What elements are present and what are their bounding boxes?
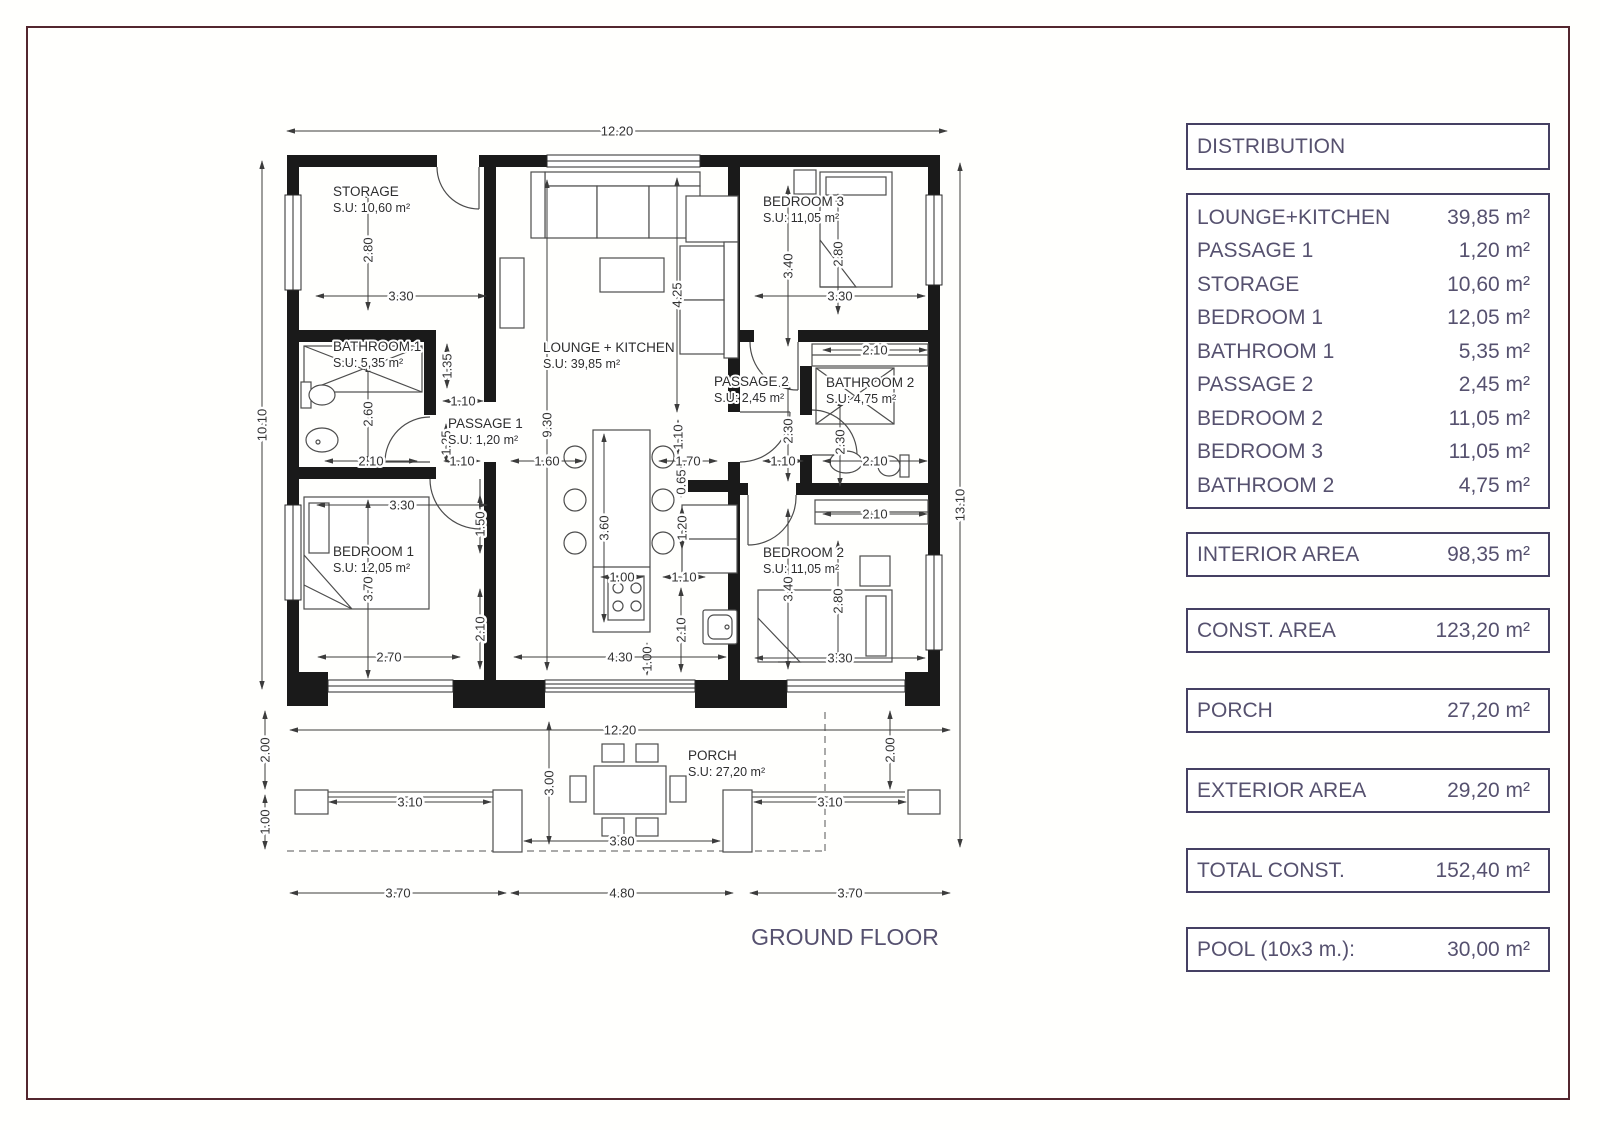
room-name: LOUNGE + KITCHEN [543,340,675,355]
dimension-label: 2.10 [358,453,384,469]
room-label [714,374,789,405]
distribution-row-label: STORAGE [1197,272,1300,296]
room-area: S.U: 10,60 m² [333,201,411,215]
dimension-label: 4.30 [607,649,633,665]
room-name: PASSAGE 2 [714,374,789,389]
dimension-label: 2.60 [360,401,376,427]
room-area: S.U: 11,05 m² [763,562,840,576]
dimension-label: 2.70 [376,649,402,665]
dimension [640,643,655,675]
room-label [763,545,844,576]
dimension-label: 3.10 [817,794,843,810]
distribution-row [1188,369,1548,403]
summary-label: PORCH [1197,698,1273,722]
sofa [531,172,700,238]
dimension [361,364,376,464]
porch-pillar [493,790,522,852]
dimension-label: 3.00 [541,770,557,796]
distribution-row-value: 2,45 m² [1458,373,1530,397]
dimension-label: 1.00 [609,569,635,585]
summary-label: CONST. AREA [1197,618,1336,642]
dimension [671,420,686,454]
room-area: S.U: 4,75 m² [826,392,897,406]
distribution-row [1188,302,1548,336]
dimension [258,711,273,789]
room-name: BEDROOM 1 [333,544,415,559]
dimension-label: 1.25 [438,430,454,456]
distribution-row-value: 10,60 m² [1447,272,1530,296]
dimension-label: 10.10 [254,408,270,442]
dimension-label: 1.10 [770,453,796,469]
window-bedroom3 [926,195,942,285]
dimension-label: 1.10 [670,424,686,450]
distribution-row-value: 1,20 m² [1458,239,1530,263]
dimension [258,795,273,849]
room-name: PORCH [688,748,737,763]
dimension [511,454,583,469]
room-label [333,184,410,215]
distribution-row-label: BATHROOM 1 [1197,339,1335,363]
distribution-row-label: BEDROOM 1 [1197,306,1324,330]
dimension [287,124,947,139]
dimension [524,834,720,849]
summary-box [1186,532,1550,577]
distribution-row-label: PASSAGE 2 [1197,373,1314,397]
door-bedroom2 [748,495,796,545]
dimension [755,289,925,304]
dimension [659,454,717,469]
dimension [514,650,726,665]
dimension-label: 2.10 [862,506,888,522]
dimension-label: 2.10 [862,342,888,358]
dimension [763,454,803,469]
distribution-row [1188,268,1548,302]
room-label [688,748,765,779]
distribution-row [1188,469,1548,503]
summary-box [1186,927,1550,972]
summary-value: 29,20 m² [1447,778,1530,802]
dimension-label: 3.30 [827,650,853,666]
dimension [316,289,486,304]
room-label [448,416,523,447]
room-label [333,339,421,370]
dimension-label: 3.40 [780,576,796,602]
summary-label: TOTAL CONST. [1197,858,1345,882]
dimension-label: 2.80 [830,241,846,267]
distribution-row-label: BEDROOM 3 [1197,440,1324,464]
bed-bedroom3 [794,170,892,287]
room-name: BEDROOM 2 [763,545,845,560]
dimension [443,394,483,409]
dimension-label: 12.20 [600,123,634,139]
dimension-label: 1.35 [439,353,455,379]
dimension-label: 0.65 [673,469,689,495]
dimension-label: 4.80 [609,885,635,901]
dimension [318,650,460,665]
room-area: S.U: 27,20 m² [688,765,766,779]
room-name: BATHROOM 2 [826,375,915,390]
dimension-label: 2.30 [780,418,796,444]
dimension [444,454,480,469]
dimension-label: 3.60 [596,515,612,541]
window-bedroom1-bottom [328,680,453,692]
porch-pillar [723,790,752,852]
room-name: BEDROOM 3 [763,194,845,209]
distribution-row-value: 11,05 m² [1448,406,1530,430]
dimension-label: 3.30 [389,497,415,513]
dimension-label: 3.10 [397,794,423,810]
room-name: PASSAGE 1 [448,416,523,431]
dimension-label: 3.30 [388,288,414,304]
summary-value: 98,35 m² [1447,542,1530,566]
sideboard [500,258,524,328]
toilet-icon [309,385,335,405]
door-storage [437,167,479,209]
distribution-row-label: BEDROOM 2 [1197,406,1324,430]
dimension-label: 3.70 [385,885,411,901]
dimension [750,886,950,901]
distribution-row-value: 4,75 m² [1458,473,1530,497]
sliding-door-porch [545,680,695,692]
porch-pillar [295,790,328,814]
distribution-row-label: LOUNGE+KITCHEN [1197,205,1391,229]
dimension-label: 1.10 [671,569,697,585]
summary-box [1186,768,1550,813]
room-area: S.U: 39,85 m² [543,357,621,371]
dimension-label: 1.00 [257,809,273,835]
kitchen-counter [682,505,737,573]
dimension [325,454,417,469]
dimension-label: 13.10 [952,488,968,522]
dimension [883,711,898,789]
kitchen-sink [703,610,737,644]
dimension-label: 2.10 [862,453,888,469]
distribution-row [1188,235,1548,269]
summary-box [1186,688,1550,733]
dimension-label: 3.30 [827,288,853,304]
sink-icon [306,428,338,452]
dimension [255,161,270,689]
dimension-label: 2.80 [360,237,376,263]
dimension [290,723,950,738]
corner-sofa [680,196,738,358]
summary-label: INTERIOR AREA [1197,542,1360,566]
summary-box [1186,608,1550,653]
dimension-label: 1.10 [449,453,475,469]
dimension [674,588,689,672]
dimension [511,886,733,901]
distribution-rooms-box [1186,193,1550,509]
dimension [953,163,968,847]
distribution-row-label: PASSAGE 1 [1197,239,1314,263]
dimension-label: 2.10 [472,616,488,642]
distribution-row-label: BATHROOM 2 [1197,473,1335,497]
distribution-row-value: 39,85 m² [1447,205,1530,229]
dimension-label: 12.20 [603,722,637,738]
toilet-tank-icon [900,455,909,477]
window-bedroom1 [285,505,301,600]
summary-value: 30,00 m² [1447,937,1530,961]
dimension-label: 1.60 [534,453,560,469]
door-bathroom1 [385,417,430,462]
distribution-row [1188,436,1548,470]
room-area: S.U: 5,35 m² [333,356,404,370]
room-name: BATHROOM 1 [333,339,422,354]
summary-label: EXTERIOR AREA [1197,778,1367,802]
room-label [543,340,675,371]
window-storage [285,195,301,290]
room-label [826,375,914,406]
distribution-row [1188,335,1548,369]
window-bedroom2-right [926,555,942,650]
window-lounge-top [547,155,700,167]
dimension-label: 2.80 [830,588,846,614]
dimension-label: 1.70 [675,453,701,469]
distribution-row-value: 12,05 m² [1447,306,1530,330]
dimension-label: 2.10 [673,617,689,643]
porch-dining-set [570,744,686,836]
dimension-label: 1.50 [472,511,488,537]
dimension [823,507,927,522]
porch-pillar [908,790,940,814]
summary-label: POOL (10x3 m.): [1197,937,1355,961]
dimension [542,722,557,844]
distribution-row [1188,402,1548,436]
distribution-header-box [1186,123,1550,170]
dimension [540,180,555,670]
distribution-row [1188,201,1548,235]
room-area: S.U: 11,05 m² [763,211,840,225]
room-area: S.U: 1,20 m² [448,433,519,447]
summary-box [1186,848,1550,893]
dimension-label: 3.80 [609,833,635,849]
dimension-label: 1.20 [674,515,690,541]
dimension-label: 2.00 [882,737,898,763]
dimension-label: 4.25 [669,282,685,308]
dimension [290,886,506,901]
summary-value: 27,20 m² [1447,698,1530,722]
distribution-row-value: 5,35 m² [1458,339,1530,363]
dimension-label: 3.70 [360,576,376,602]
dimension-label: 3.70 [837,885,863,901]
distribution-row-value: 11,05 m² [1448,440,1530,464]
dimension-label: 2.00 [257,737,273,763]
dimension [440,344,455,388]
summary-value: 123,20 m² [1435,618,1530,642]
dimension-label: 2.30 [832,429,848,455]
distribution-header-label: DISTRIBUTION [1197,134,1346,158]
coffee-table [600,258,664,292]
summary-value: 152,40 m² [1435,858,1530,882]
dimension-label: 1.10 [450,393,476,409]
dimension-label: 1.00 [639,646,655,672]
dimension-label: 9.30 [539,412,555,438]
floor-title: GROUND FLOOR [751,924,939,950]
room-area: S.U: 2,45 m² [714,391,785,405]
room-area: S.U: 12,05 m² [333,561,411,575]
dimension-label: 3.40 [780,253,796,279]
dimension [781,186,796,346]
dimension [674,467,689,497]
room-name: STORAGE [333,184,399,199]
window-bedroom2-bottom [787,680,905,692]
